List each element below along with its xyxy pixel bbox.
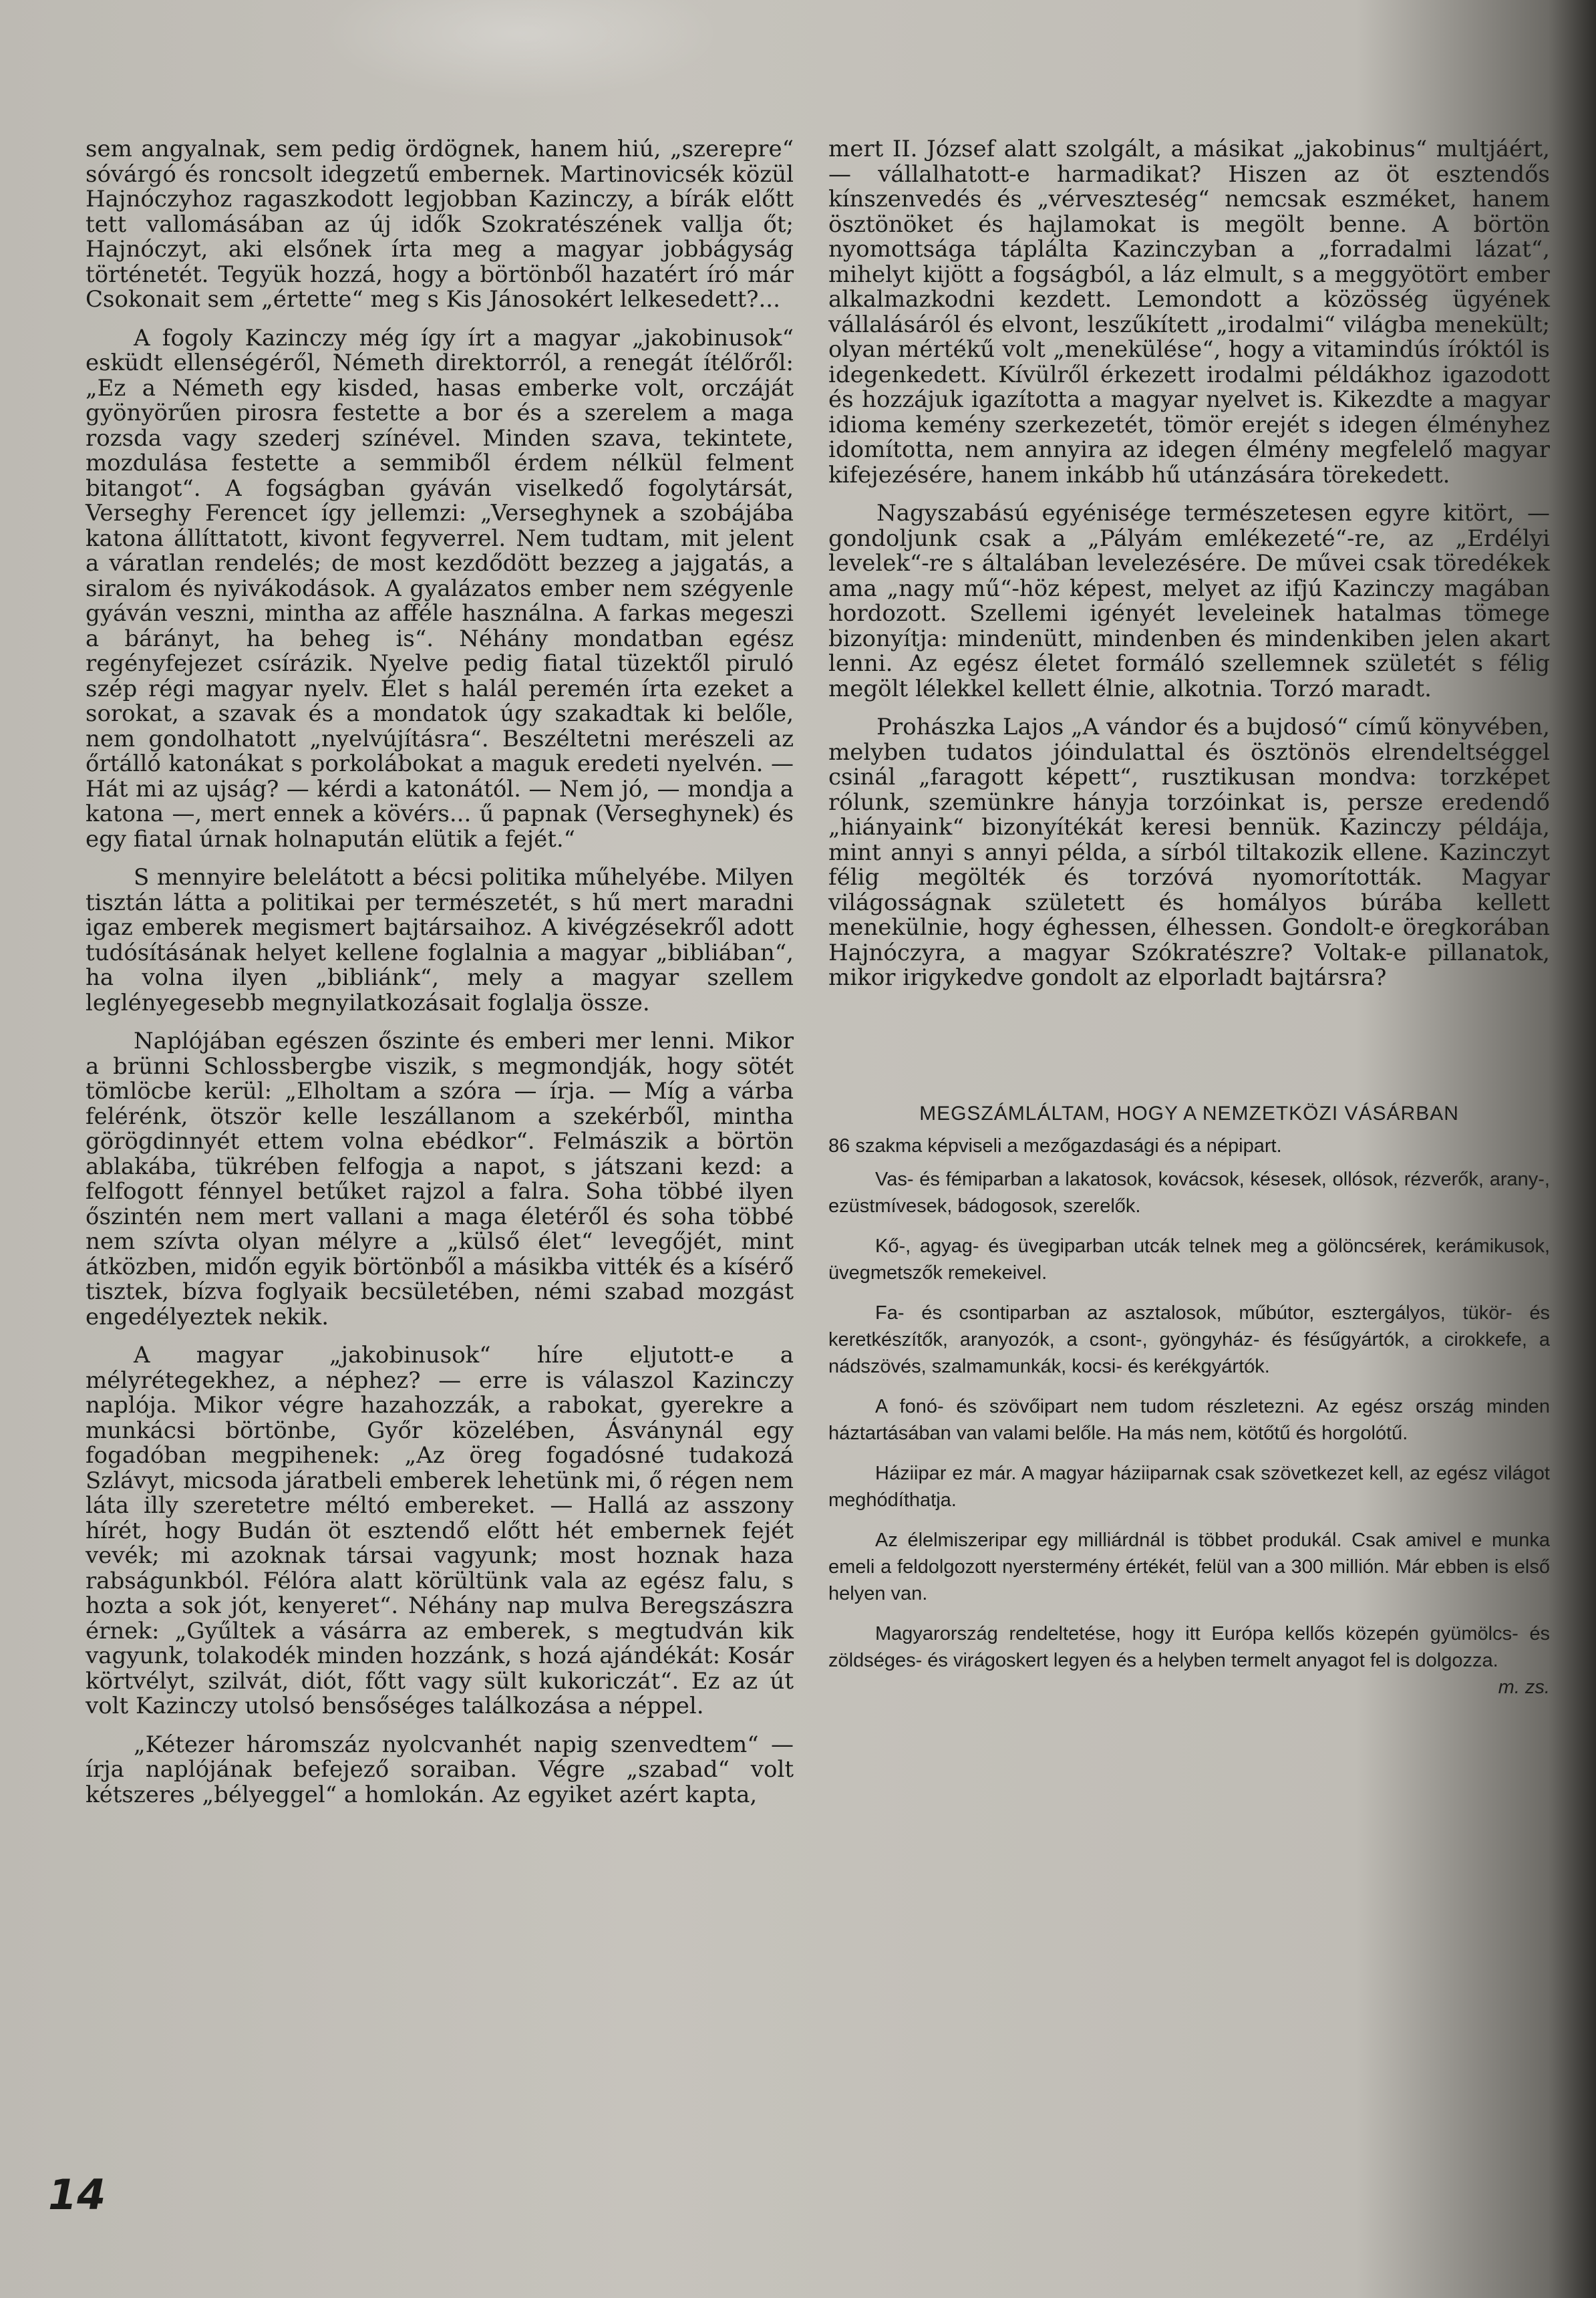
fair-paragraph: Kő-, agyag- és üvegiparban utcák telnek meg a gölöncsérek, kerámikusok, üvegmetszők remekeivel. [828, 1236, 1550, 1284]
fair-paragraph-text: Magyarország rendeltetése, hogy itt Európa kellős közepén gyümölcs- és zöldséges- és virágoskert legyen és a helyben termelt anyagot fel is dolgozza. [828, 1623, 1550, 1671]
signature: m. zs. [1498, 1677, 1550, 1698]
fair-paragraph: Fa- és csontiparban az asztalosok, műbútor, esztergályos, tükör- és keretkészítők, aranyozók, a csont-, gyöngyház- és fésűgyártók, a cirokkefe, a nádszövés, szalmamunkák, kocsi- és kerékgyártók. [828, 1302, 1550, 1377]
section-heading: MEGSZÁMLÁLTAM, HOGY A NEMZETKÖZI VÁSÁRBAN [919, 1102, 1459, 1125]
fair-paragraph: Az élelmiszeripar egy milliárdnál is többet produkál. Csak amivel e munka emeli a feldolgozott nyerstermény értékét, felül van a 300 millión. Már ebben is első helyen van. [828, 1530, 1550, 1604]
paragraph: S mennyire belelátott a bécsi politika műhelyébe. Milyen tisztán látta a politikai per természetét, s hű mert maradni igaz emberek megismert bajtársaihoz. A kivégzésekről adott tudósításának helyet kellene foglalnia a magyar „bibliában“, ha volna ilyen „bibliánk“, mely a magyar szellem leglényegesebb megnyilatkozásait foglalja össze. [86, 864, 794, 1016]
fair-paragraph: Vas- és fémiparban a lakatosok, kovácsok, késesek, ollósok, rézverők, arany-, ezüstmívesek, bádogosok, szerelők. [828, 1169, 1550, 1217]
fair-paragraph: A fonó- és szövőipart nem tudom részletezni. Az egész ország minden háztartásában van valami belőle. Ha más nem, kötőtű és horgolótű. [828, 1396, 1550, 1444]
paper-crease [321, 0, 722, 100]
fair-paragraph: 86 szakma képviseli a mezőgazdasági és a népipart. [828, 1135, 1282, 1157]
paragraph: Nagyszabású egyénisége természetesen egyre kitört, — gondoljunk csak a „Pályám emlékezeté“-re, az „Erdélyi levelek“-re s általában levelezésére. De művei csak töredékek ama „nagy mű“-höz képest, melyet az ifjú Kazinczy magában hordozott. Szellemi igényét leveleinek hatalmas tömege bizonyítja: mindenütt, mindenben és mindenkiben jelen akart lenni. Az egész életet formáló szellemnek születét s félig megölt lélekkel kellett élnie, alkotnia. Torzó maradt. [828, 500, 1550, 702]
paragraph: A fogoly Kazinczy még így írt a magyar „jakobinusok“ esküdt ellenségéről, Németh direktorról, a renegát ítélőről: „Ez a Németh egy kisded, hasas emberke volt, orczáját gyönyörűen pirosra festette a bor és a szerelem a maga rozsda vagy szederj színével. Minden szava, tekintete, mozdulása festette a semmiből érdem nélkül felment bitangot“. A fogságban gyáván viselkedő fogolytársát, Verseghy Ferencet így jellemzi: „Verseghynek a szobájába katona állíttatott, kivont fegyverrel. Nem tudtam, mit jelent a váratlan rendelés; de most kezdődött bezzeg a jajgatás, a siralom és nyivákodások. A gyalázatos ember nem szégyenle gyáván veszni, mintha az afféle használna. A farkas megeszi a bárányt, ha beheg is“. Néhány mondatban egész regényfejezet csírázik. Nyelve pedig fiatal tüzektől piruló szép régi magyar nyelv. Élet s halál peremén írta ezeket a sorokat, a szavak és a mondatok úgy szakadtak ki belőle, nem gondolhatott „nyelvújításra“. Beszéltetni merészeli az őrtálló katonákat s porkolábokat a maguk eredeti nyelvén. — Hát mi az ujság? — kérdi a katonától. — Nem jó, — mondja a katona —, mert ennek a kövérs... ű papnak (Verseghynek) és egy fiatal úrnak holnapután elütik a fejét.“ [86, 324, 794, 853]
paragraph: Prohászka Lajos „A vándor és a bujdosó“ című könyvében, melyben tudatos jóindulattal és ösztönös elrendeltséggel csinál „faragott képett“, rusztikusan mondva: torzképet rólunk, szemünkre hányja torzóinkat is, persze eredendő „hiányaink“ bizonyítékát keresi bennük. Kazinczy példája, mint annyi s annyi példa, a sírból tiltakozik ellene. Kazinczyt félig megölték és torzóvá nyomorították. Magyar világosságnak született és homályos búrába kellett menekülnie, hogy éghessen, élhessen. Gondolt-e öregkorában Hajnóczyra, a magyar Szókratészre? Voltak-e pillanatok, mikor irigykedve gondolt az elporladt bajtársra? [828, 714, 1550, 991]
paragraph: sem angyalnak, sem pedig ördögnek, hanem hiú, „szerepre“ sóvárgó és roncsolt idegzetű embernek. Martinovicsék közül Hajnóczyhoz ragaszkodott legjobban Kazinczy, a bírák előtt tett vallomásában az új idők Szokratészének vallja őt; Hajnóczyt, aki elsőnek írta meg a magyar jobbágyság történetét. Tegyük hozzá, hogy a börtönből hazatért író már Csokonait sem „értette“ meg s Kis Jánosokért lelkesedett?... [86, 136, 794, 313]
paragraph: mert II. József alatt szolgált, a másikat „jakobinus“ multjáért, — vállalhatott-e harmadikat? Hiszen az öt esztendős kínszenvedés és „vérveszteség“ nemcsak eszméket, hanem ösztönöket és hajlamokat is megölt benne. A börtön nyomottsága táplálta Kazinczyban a „forradalmi lázat“, mihelyt kijött a fogságból, a láz elmult, s a meggyötört ember alkalmazkodni kezdett. Lemondott a közösség ügyének vállalásáról és elvont, leszűkített „irodalmi“ világba menekült; olyan mértékű volt „menekülése“, hogy a vitamindús íróktól is idegenkedett. Kívülről érkezett irodalmi példákhoz igazodott és hozzájuk igazította a magyar nyelvet is. Kikezdte a magyar idioma kemény szerkezetét, tömör erejét s idegen élményhez idomította, nem annyira az idegen élmény megfelelő magyar kifejezésére, hanem inkább hű utánzására törekedett. [828, 136, 1550, 488]
fair-paragraph: Háziipar ez már. A magyar háziiparnak csak szövetkezet kell, az egész világot meghódíthatja. [828, 1463, 1550, 1511]
paragraph: Naplójában egészen őszinte és emberi mer lenni. Mikor a brünni Schlossbergbe viszik, s megmondják, hogy sötét tömlöcbe kerül: „Elholtam a szóra — írja. — Míg a várba felérénk, ötször kelle leszállanom a szekérből, mintha görögdinnyét ettem volna ebédkor“. Felmászik a börtön ablakába, tükrében felfogja a napot, s játszani kezd: a felfogott fénnyel betűket rajzol a falra. Soha többé ilyen őszintén nem mert vallani a maga életéről és soha többé nem szívta olyan mélyre a „külső élet“ levegőjét, mint átközben, midőn egyik börtönből a másikba vitték és a kísérő tisztek, bízva foglyaik becsületében, némi szabad mozgást engedélyeztek nekik. [86, 1028, 794, 1330]
left-column [86, 137, 794, 1808]
right-column [828, 137, 1550, 1701]
page-number: 14 [48, 2170, 106, 2219]
paragraph: A magyar „jakobinusok“ híre eljutott-e a mélyrétegekhez, a néphez? — erre is válaszol Kazinczy naplója. Mikor végre hazahozzák, a rabokat, gyerekre a munkácsi börtönbe, Győr közelében, Ásványnál egy fogadóban megpihenek: „Az öreg fogadósné tudakozá Szlávyt, micsoda járatbeli emberek lehetünk mi, ő régen nem láta illy szeretetre méltó embereket. — Hallá az asszony hírét, hogy Budán öt esztendő előtt hét embernek fejét vevék; mi azoknak társai vagyunk; most hoznak haza rabságunkból. Félóra alatt körültünk vala az egész falu, s hozta a sok jót, kenyeret“. Néhány nap mulva Beregszászra érnek: „Gyűltek a vásárra az emberek, s megtudván kik vagyunk, tolakodék minden hozzánk, s hozá ajándékát: Kosár körtvélyt, szilvát, diót, főtt vagy sült kukoriczát“. Ez az út volt Kazinczy utolsó bensőséges találkozása a néppel. [86, 1342, 794, 1719]
fair-paragraph [828, 1620, 1550, 1698]
paragraph: „Kétezer háromszáz nyolcvanhét napig szenvedtem“ — írja naplójának befejező soraiban. Végre „szabad“ volt kétszeres „bélyeggel“ a homlokán. Az egyiket azért kapta, [86, 1731, 794, 1808]
